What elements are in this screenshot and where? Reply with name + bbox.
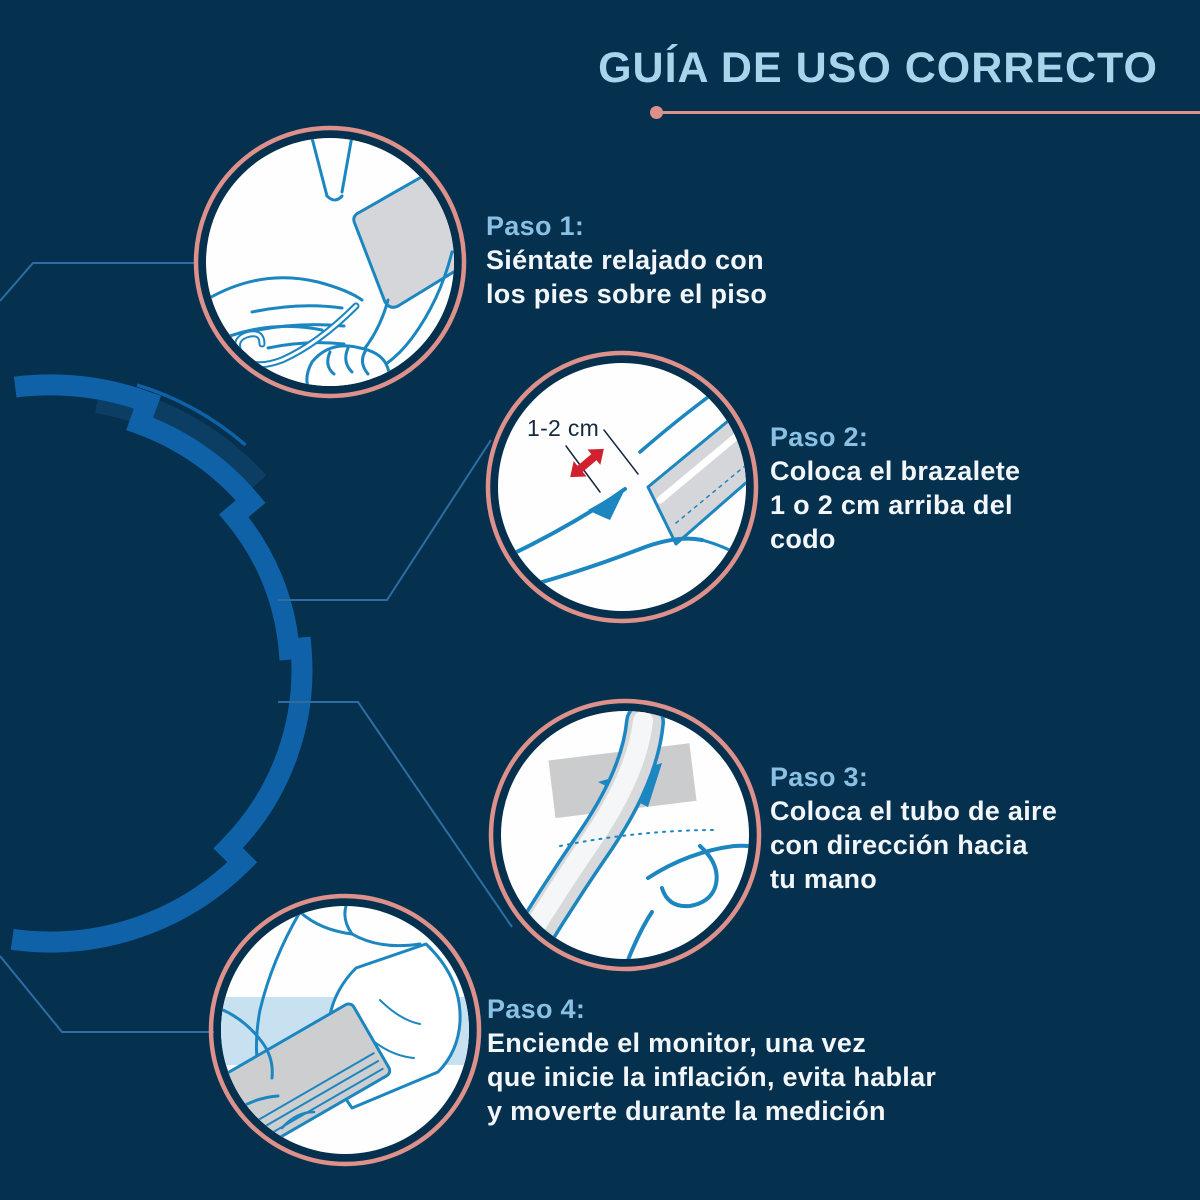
- hex-connector-line: [278, 702, 512, 927]
- step-3-line: tu mano: [770, 864, 878, 894]
- step-3-illustration: [491, 701, 774, 969]
- step-1-line: los pies sobre el piso: [486, 279, 768, 309]
- step-2-illustration: [488, 353, 788, 621]
- step-1-label: Paso 1:: [486, 211, 585, 241]
- hex-connector-line: [0, 956, 214, 1032]
- step-1-illustration: [196, 128, 514, 407]
- step-3-line: Coloca el tubo de aire: [770, 796, 1058, 826]
- step-2-line: 1 o 2 cm arriba del: [770, 490, 1013, 520]
- cuff-distance-label: 1-2 cm: [527, 415, 600, 441]
- hex-connector-line: [0, 263, 197, 301]
- hex-connector-line: [278, 440, 491, 600]
- step-2-line: Coloca el brazalete: [770, 456, 1021, 486]
- step-4-line: y moverte durante la medición: [487, 1096, 886, 1126]
- step-1-line: Siéntate relajado con: [486, 245, 764, 275]
- step-3-line: con dirección hacia: [770, 830, 1028, 860]
- step-3-label: Paso 3:: [770, 762, 869, 792]
- step-4-illustration: [211, 896, 500, 1164]
- step-2-line: codo: [770, 524, 836, 554]
- page-title: GUÍA DE USO CORRECTO: [598, 44, 1158, 92]
- step-2-label: Paso 2:: [770, 422, 869, 452]
- step-4-label: Paso 4:: [487, 994, 586, 1024]
- step-4-line: que inicie la inflación, evita hablar: [487, 1062, 937, 1092]
- step-1-text: [486, 209, 767, 311]
- step-4-text: [487, 992, 936, 1128]
- step-2-text: [770, 420, 1020, 556]
- step-3-text: [770, 760, 1057, 896]
- title-rule: [657, 111, 1200, 114]
- hud-arc-cluster: [12, 385, 302, 942]
- step-4-line: Enciende el monitor, una vez: [487, 1028, 866, 1058]
